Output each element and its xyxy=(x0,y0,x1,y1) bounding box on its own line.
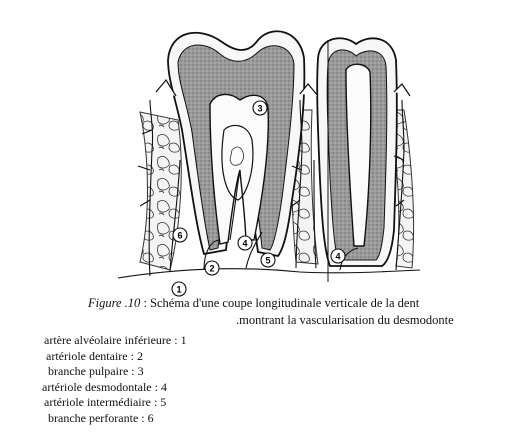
marker-5 xyxy=(261,253,275,267)
left-molar xyxy=(168,31,304,256)
figure-number: Figure .10 xyxy=(88,296,141,310)
svg-text:1: 1 xyxy=(176,284,182,295)
legend-item: branche perforante : 6 xyxy=(48,410,154,425)
caption-text-line1: : Schéma d'une coupe longitudinale verticale de la dent xyxy=(140,296,420,310)
svg-text:5: 5 xyxy=(265,255,271,266)
svg-text:6: 6 xyxy=(177,230,183,241)
legend-item: artériole desmodontale : 4 xyxy=(42,379,167,394)
right-tooth xyxy=(317,38,397,282)
svg-text:2: 2 xyxy=(209,263,215,274)
svg-text:4: 4 xyxy=(335,251,341,262)
legend-item: branche pulpaire : 3 xyxy=(48,364,144,378)
figure-caption xyxy=(88,296,419,311)
legend-item: artériole dentaire : 2 xyxy=(46,348,143,363)
marker-2 xyxy=(205,261,219,275)
svg-text:3: 3 xyxy=(257,103,263,114)
caption-text-line2: .montrant la vascularisation du desmodonte xyxy=(236,313,454,327)
legend xyxy=(44,333,187,426)
legend-item: artère alvéolaire inférieure : 1 xyxy=(44,333,187,347)
marker-6 xyxy=(173,228,187,242)
marker-4-left xyxy=(238,236,252,250)
marker-1 xyxy=(172,282,186,296)
marker-4-right xyxy=(331,249,345,263)
marker-3 xyxy=(253,101,267,115)
svg-text:4: 4 xyxy=(242,238,248,249)
legend-item: artériole intermédiaire : 5 xyxy=(44,395,167,409)
